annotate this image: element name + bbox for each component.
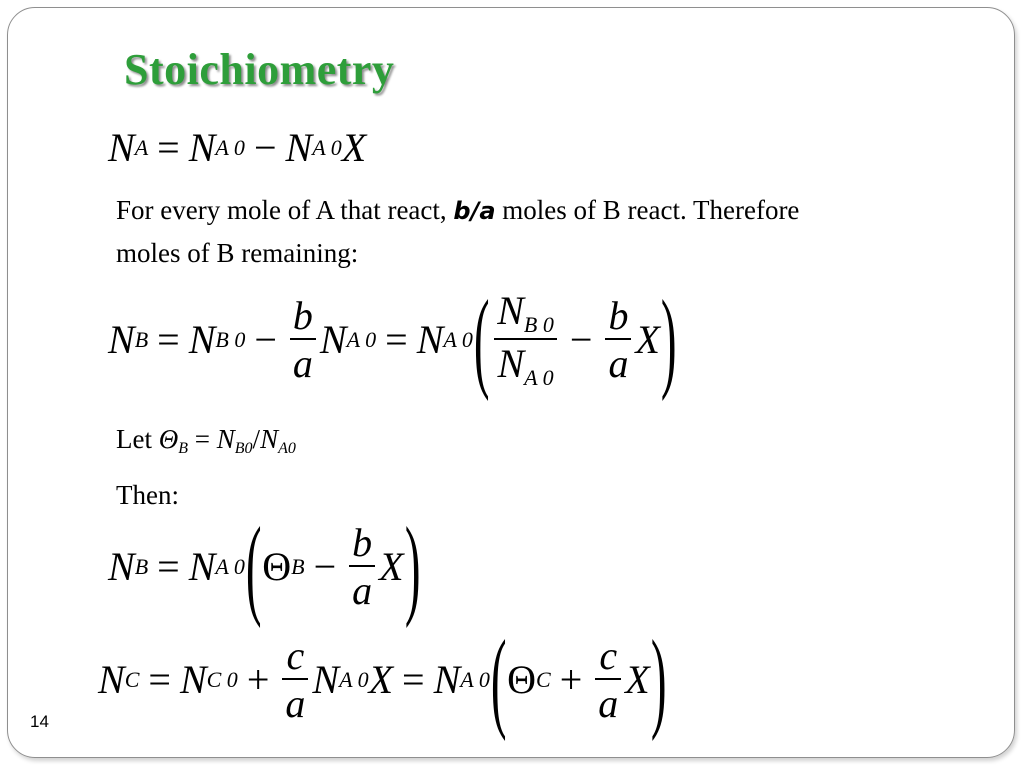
eq3-frac-den: a xyxy=(349,565,375,611)
eq2-term3: N xyxy=(416,317,444,362)
eq2-term3-sub: A 0 xyxy=(443,327,473,352)
eq4-term1: N xyxy=(179,657,207,702)
eq3-lhs: N xyxy=(108,544,135,589)
equation-nb-theta xyxy=(108,504,421,629)
eq2-minus-2: − xyxy=(569,317,593,362)
eq4-frac-den: a xyxy=(282,678,308,724)
eq4-frac2-num: c xyxy=(599,633,618,678)
let-theta: Θ xyxy=(158,424,179,454)
eq2-ratio-num-sub: B 0 xyxy=(523,312,554,337)
eq3-equals: = xyxy=(157,544,180,589)
slide-title: Stoichiometry xyxy=(124,45,395,94)
let-line xyxy=(116,418,296,470)
eq2-ratio-num: N xyxy=(497,288,524,333)
slide-number: 14 xyxy=(30,712,49,731)
equation-nb-expanded xyxy=(108,277,677,402)
eq2-fraction-b-over-a-2 xyxy=(605,293,631,386)
eq4-equals: = xyxy=(148,657,171,702)
eq1-lhs-sub: A xyxy=(134,135,149,160)
eq2-minus: − xyxy=(254,317,277,362)
eq4-term3: N xyxy=(433,657,461,702)
let-n1: N xyxy=(216,424,235,454)
eq4-fraction-c-over-a-2 xyxy=(595,633,621,726)
equation-nc xyxy=(98,617,667,742)
eq3-paren-close: ) xyxy=(404,504,421,629)
eq2-frac-num: b xyxy=(292,293,313,338)
eq4-theta-sub: C xyxy=(536,667,551,692)
eq3-theta: Θ xyxy=(262,544,292,589)
eq2-paren-open: ( xyxy=(473,277,490,402)
eq1-var-x: X xyxy=(341,125,367,170)
eq2-term1: N xyxy=(188,317,216,362)
eq3-frac-num: b xyxy=(352,520,373,565)
eq2-lhs-sub: B xyxy=(134,327,149,352)
eq2-lhs: N xyxy=(108,317,135,362)
let-slash: / xyxy=(252,424,261,454)
eq4-var-x: X xyxy=(368,657,394,702)
eq4-var-x-2: X xyxy=(625,657,650,702)
let-theta-sub: B xyxy=(178,440,189,457)
eq4-paren-close: ) xyxy=(650,617,667,742)
paragraph-line2: moles of B remaining: xyxy=(116,238,359,268)
eq4-equals-2: = xyxy=(402,657,425,702)
eq4-term2: N xyxy=(312,657,340,702)
eq3-paren-open: ( xyxy=(245,504,262,629)
paragraph-ratio: b/a xyxy=(453,197,496,225)
let-n1-sub: B0 xyxy=(234,440,253,457)
let-label: Let xyxy=(116,424,159,454)
eq2-frac2-den: a xyxy=(605,338,631,384)
eq4-frac2-den: a xyxy=(595,678,621,724)
eq1-lhs: N xyxy=(108,125,135,170)
eq3-minus: − xyxy=(313,544,337,589)
eq1-minus: − xyxy=(253,125,277,170)
eq1-term2-sub: A 0 xyxy=(312,135,342,160)
eq2-ratio-den-sub: A 0 xyxy=(524,365,554,390)
eq3-fraction-b-over-a xyxy=(349,520,375,613)
eq4-lhs: N xyxy=(98,657,125,702)
then-label: Then: xyxy=(116,480,179,510)
eq4-frac-num: c xyxy=(286,633,305,678)
eq4-term1-sub: C 0 xyxy=(206,667,238,692)
eq2-term1-sub: B 0 xyxy=(215,327,246,352)
eq2-equals-2: = xyxy=(385,317,408,362)
eq3-var-x: X xyxy=(379,544,404,589)
eq2-fraction-ratio xyxy=(494,288,557,390)
eq4-theta: Θ xyxy=(507,657,537,702)
eq2-frac2-num: b xyxy=(608,293,629,338)
eq2-var-x: X xyxy=(635,317,660,362)
paragraph-part2: moles of B react. Therefore xyxy=(495,195,800,225)
eq4-plus: + xyxy=(246,657,270,702)
paragraph xyxy=(116,189,799,274)
eq1-term1: N xyxy=(188,125,216,170)
eq3-term1-sub: A 0 xyxy=(215,554,245,579)
eq2-term2: N xyxy=(319,317,347,362)
eq4-term2-sub: A 0 xyxy=(339,667,369,692)
eq1-term1-sub: A 0 xyxy=(215,135,245,160)
eq4-plus-2: + xyxy=(559,657,583,702)
eq1-term2: N xyxy=(285,125,313,170)
eq1-equals: = xyxy=(157,125,180,170)
eq3-theta-sub: B xyxy=(291,554,305,579)
eq2-ratio-den: N xyxy=(497,341,525,386)
let-n2: N xyxy=(260,424,279,454)
eq2-equals: = xyxy=(157,317,180,362)
eq3-term1: N xyxy=(188,544,216,589)
eq4-lhs-sub: C xyxy=(124,667,140,692)
let-equals: = xyxy=(188,424,217,454)
equation-na xyxy=(108,125,367,170)
eq2-frac-den: a xyxy=(290,338,316,384)
eq2-fraction-b-over-a xyxy=(290,293,316,386)
eq4-fraction-c-over-a xyxy=(282,633,308,726)
paragraph-part1: For every mole of A that react, xyxy=(116,195,454,225)
eq4-paren-open: ( xyxy=(490,617,507,742)
let-n2-sub: A0 xyxy=(278,440,296,457)
eq3-lhs-sub: B xyxy=(134,554,149,579)
eq4-term3-sub: A 0 xyxy=(460,667,490,692)
eq2-term2-sub: A 0 xyxy=(346,327,377,352)
eq2-paren-close: ) xyxy=(660,277,677,402)
